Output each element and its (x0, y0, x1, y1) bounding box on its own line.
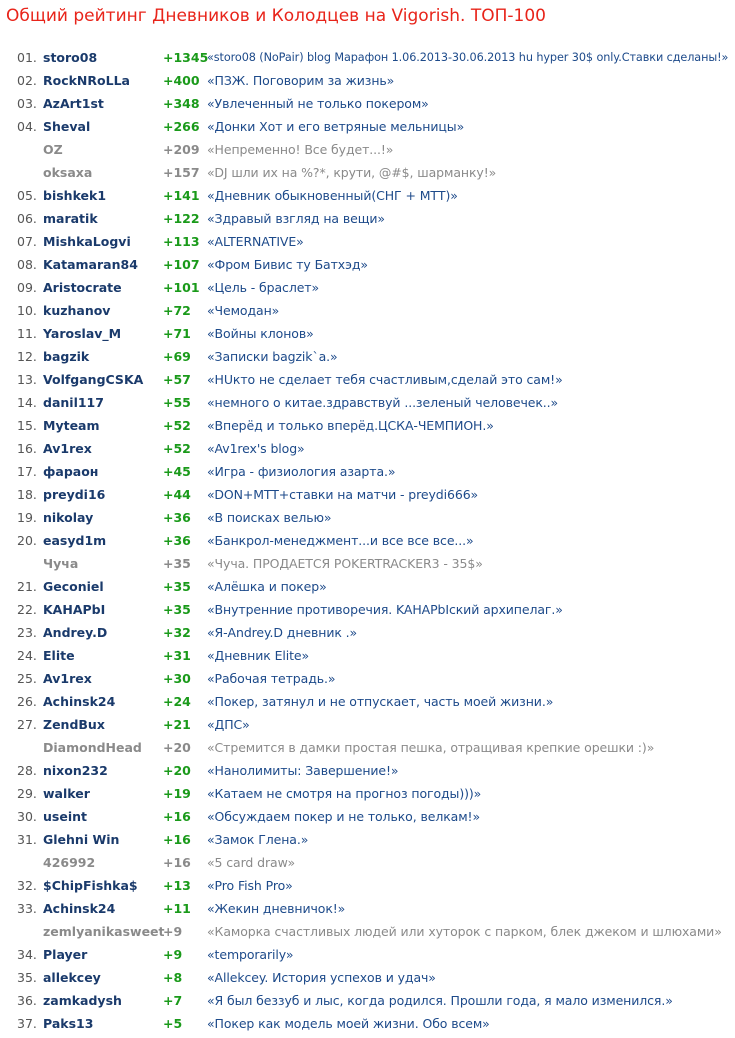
rank-number: 37. (17, 1016, 37, 1031)
score-value: +21 (163, 717, 191, 732)
blog-link[interactable]: «Внутренние противоречия. KAHAPbIский архипелаг.» (207, 602, 563, 617)
score-value: +9 (163, 947, 183, 962)
score-value: +35 (163, 602, 191, 617)
user-link[interactable]: RockNRoLLa (43, 73, 130, 88)
table-row (0, 782, 735, 805)
user-link[interactable]: maratik (43, 211, 98, 226)
user-link[interactable]: oksaxa (43, 165, 93, 180)
user-link[interactable]: Player (43, 947, 88, 962)
rank-number: 14. (17, 395, 37, 410)
user-link[interactable]: Achinsk24 (43, 901, 116, 916)
rank-number: 21. (17, 579, 37, 594)
rank-number: 13. (17, 372, 37, 387)
score-value: +52 (163, 441, 191, 456)
user-link[interactable]: easyd1m (43, 533, 107, 548)
rank-number: 35. (17, 970, 37, 985)
score-value: +11 (163, 901, 191, 916)
blog-link[interactable]: «ALTERNATIVE» (207, 234, 304, 249)
rank-number: 01. (17, 50, 37, 65)
score-value: +209 (163, 142, 200, 157)
score-value: +16 (163, 809, 191, 824)
blog-link[interactable]: «Я был беззуб и лыс, когда родился. Прошли года, я мало изменился.» (207, 993, 673, 1008)
score-value: +157 (163, 165, 200, 180)
score-value: +122 (163, 211, 200, 226)
table-row (0, 805, 735, 828)
rank-number: 11. (17, 326, 37, 341)
table-row (0, 299, 735, 322)
rank-number: 22. (17, 602, 37, 617)
table-row (0, 483, 735, 506)
user-link[interactable]: ZendBux (43, 717, 105, 732)
score-value: +31 (163, 648, 191, 663)
blog-link[interactable]: «Я-Andrey.D дневник .» (207, 625, 358, 640)
user-link[interactable]: Aristocrate (43, 280, 122, 295)
table-row (0, 943, 735, 966)
table-row (0, 115, 735, 138)
table-row (0, 506, 735, 529)
user-link[interactable]: storo08 (43, 50, 98, 65)
blog-link[interactable]: «ДПС» (207, 717, 250, 732)
table-row (0, 621, 735, 644)
blog-link[interactable]: «ПЗЖ. Поговорим за жизнь» (207, 73, 395, 88)
rank-number: 32. (17, 878, 37, 893)
blog-link[interactable]: «temporarily» (207, 947, 294, 962)
user-link[interactable]: $ChipFishka$ (43, 878, 138, 893)
table-row (0, 713, 735, 736)
blog-link[interactable]: «Покер, затянул и не отпускает, часть моей жизни.» (207, 694, 554, 709)
score-value: +9 (163, 924, 183, 939)
blog-link[interactable]: «Allekcey. История успехов и удач» (207, 970, 436, 985)
blog-link[interactable]: «Фром Бивис ту Батхэд» (207, 257, 368, 272)
user-link[interactable]: bagzik (43, 349, 90, 364)
table-row (0, 920, 735, 943)
blog-link[interactable]: «В поисках велью» (207, 510, 332, 525)
score-value: +16 (163, 832, 191, 847)
user-link[interactable]: KAHAPbI (43, 602, 106, 617)
score-value: +52 (163, 418, 191, 433)
blog-link[interactable]: «Стремится в дамки простая пешка, отращивая крепкие орешки :)» (207, 740, 655, 755)
rank-number: 03. (17, 96, 37, 111)
blog-link[interactable]: «DJ шли их на %?*, крути, @#$, шарманку!» (207, 165, 497, 180)
score-value: +113 (163, 234, 200, 249)
page-title: Общий рейтинг Дневников и Колодцев на Vigorish. ТОП-100 (6, 6, 546, 26)
table-row (0, 276, 735, 299)
user-link[interactable]: Glehni Win (43, 832, 120, 847)
blog-link[interactable]: «Чемодан» (207, 303, 280, 318)
table-row (0, 575, 735, 598)
blog-link[interactable]: «Чуча. ПРОДАЕТСЯ POKERTRACKER3 - 35$» (207, 556, 483, 571)
table-row (0, 161, 735, 184)
score-value: +400 (163, 73, 200, 88)
blog-link[interactable]: «Записки bagzik`a.» (207, 349, 338, 364)
user-link[interactable]: OZ (43, 142, 63, 157)
score-value: +69 (163, 349, 191, 364)
rank-number: 33. (17, 901, 37, 916)
blog-link[interactable]: «Банкрол-менеджмент...и все все все...» (207, 533, 474, 548)
rank-number: 25. (17, 671, 37, 686)
table-row (0, 460, 735, 483)
table-row (0, 966, 735, 989)
rank-number: 27. (17, 717, 37, 732)
table-row (0, 437, 735, 460)
table-row (0, 529, 735, 552)
rank-number: 19. (17, 510, 37, 525)
rank-number: 05. (17, 188, 37, 203)
blog-link[interactable]: «Донки Хот и его ветряные мельницы» (207, 119, 465, 134)
score-value: +45 (163, 464, 191, 479)
score-value: +1345 (163, 50, 209, 65)
score-value: +44 (163, 487, 191, 502)
table-row (0, 552, 735, 575)
table-row (0, 207, 735, 230)
table-row (0, 598, 735, 621)
rank-number: 09. (17, 280, 37, 295)
table-row (0, 989, 735, 1012)
user-link[interactable]: Av1rex (43, 441, 92, 456)
user-link[interactable]: Achinsk24 (43, 694, 116, 709)
user-link[interactable]: Geconiel (43, 579, 104, 594)
rank-number: 08. (17, 257, 37, 272)
table-row (0, 345, 735, 368)
table-row (0, 138, 735, 161)
rank-number: 26. (17, 694, 37, 709)
table-row (0, 897, 735, 920)
blog-link[interactable]: «storo08 (NoPair) blog Марафон 1.06.2013-30.06.2013 hu hyper 30$ only.Ставки сделаны!» (207, 51, 729, 64)
table-row (0, 391, 735, 414)
blog-link[interactable]: «Войны клонов» (207, 326, 314, 341)
score-value: +101 (163, 280, 200, 295)
blog-link[interactable]: «Av1rex's blog» (207, 441, 305, 456)
user-link[interactable]: Andrey.D (43, 625, 108, 640)
score-value: +20 (163, 763, 191, 778)
user-link[interactable]: nixon232 (43, 763, 108, 778)
user-link[interactable]: DiamondHead (43, 740, 142, 755)
rank-number: 28. (17, 763, 37, 778)
score-value: +13 (163, 878, 191, 893)
rank-number: 15. (17, 418, 37, 433)
user-link[interactable]: MishkaLogvi (43, 234, 131, 249)
blog-link[interactable]: «5 card draw» (207, 855, 296, 870)
table-row (0, 414, 735, 437)
rating-list (0, 46, 735, 1035)
blog-link[interactable]: «DON+MTT+ставки на матчи - preydi666» (207, 487, 479, 502)
rank-number: 30. (17, 809, 37, 824)
blog-link[interactable]: «Увлеченный не только покером» (207, 96, 429, 111)
blog-link[interactable]: «Замок Глена.» (207, 832, 309, 847)
user-link[interactable]: Katamaran84 (43, 257, 138, 272)
score-value: +35 (163, 579, 191, 594)
score-value: +19 (163, 786, 191, 801)
blog-link[interactable]: «немного о китае.здравствуй ...зеленый человечек..» (207, 395, 559, 410)
table-row (0, 736, 735, 759)
score-value: +348 (163, 96, 200, 111)
rank-number: 06. (17, 211, 37, 226)
score-value: +57 (163, 372, 191, 387)
score-value: +36 (163, 510, 191, 525)
rank-number: 23. (17, 625, 37, 640)
blog-link[interactable]: «Жекин дневничок!» (207, 901, 346, 916)
table-row (0, 368, 735, 391)
score-value: +20 (163, 740, 191, 755)
rank-number: 16. (17, 441, 37, 456)
table-row (0, 46, 735, 69)
user-link[interactable]: Sheval (43, 119, 91, 134)
score-value: +7 (163, 993, 183, 1008)
table-row (0, 322, 735, 345)
blog-link[interactable]: «Рабочая тетрадь.» (207, 671, 336, 686)
rank-number: 24. (17, 648, 37, 663)
blog-link[interactable]: «Нанолимиты: Завершение!» (207, 763, 399, 778)
score-value: +24 (163, 694, 191, 709)
score-value: +55 (163, 395, 191, 410)
user-link[interactable]: zamkadysh (43, 993, 122, 1008)
user-link[interactable]: Elite (43, 648, 75, 663)
user-link[interactable]: фараон (43, 464, 99, 479)
table-row (0, 667, 735, 690)
table-row (0, 690, 735, 713)
rank-number: 34. (17, 947, 37, 962)
blog-link[interactable]: «Обсуждаем покер и не только, велкам!» (207, 809, 481, 824)
user-link[interactable]: 426992 (43, 855, 96, 870)
blog-link[interactable]: «Каморка счастливых людей или хуторок с парком, блек джеком и шлюхами» (207, 924, 722, 939)
score-value: +30 (163, 671, 191, 686)
table-row (0, 759, 735, 782)
table-row (0, 874, 735, 897)
rank-number: 02. (17, 73, 37, 88)
rank-number: 36. (17, 993, 37, 1008)
user-link[interactable]: Yaroslav_M (43, 326, 122, 341)
user-link[interactable]: walker (43, 786, 90, 801)
rank-number: 20. (17, 533, 37, 548)
blog-link[interactable]: «Pro Fish Pro» (207, 878, 293, 893)
rank-number: 12. (17, 349, 37, 364)
user-link[interactable]: Paks13 (43, 1016, 94, 1031)
user-link[interactable]: VolfgangCSKA (43, 372, 144, 387)
blog-link[interactable]: «НUкто не сделает тебя счастливым,сделай это сам!» (207, 372, 563, 387)
blog-link[interactable]: «Цель - браслет» (207, 280, 320, 295)
score-value: +107 (163, 257, 200, 272)
blog-link[interactable]: «Вперёд и только вперёд.ЦСКА-ЧЕМПИОН.» (207, 418, 494, 433)
score-value: +141 (163, 188, 200, 203)
score-value: +8 (163, 970, 183, 985)
table-row (0, 1012, 735, 1035)
user-link[interactable]: kuzhanov (43, 303, 111, 318)
blog-link[interactable]: «Дневник обыкновенный(СНГ + МТТ)» (207, 188, 458, 203)
table-row (0, 851, 735, 874)
user-link[interactable]: bishkek1 (43, 188, 107, 203)
user-link[interactable]: Чуча (43, 556, 79, 571)
blog-link[interactable]: «Катаем не смотря на прогноз погоды)))» (207, 786, 482, 801)
table-row (0, 828, 735, 851)
user-link[interactable]: nikolay (43, 510, 94, 525)
score-value: +36 (163, 533, 191, 548)
blog-link[interactable]: «Игра - физиология азарта.» (207, 464, 396, 479)
user-link[interactable]: allekcey (43, 970, 101, 985)
user-link[interactable]: Myteam (43, 418, 100, 433)
rank-number: 07. (17, 234, 37, 249)
user-link[interactable]: preydi16 (43, 487, 106, 502)
score-value: +32 (163, 625, 191, 640)
rank-number: 18. (17, 487, 37, 502)
blog-link[interactable]: «Покер как модель моей жизни. Обо всем» (207, 1016, 490, 1031)
score-value: +5 (163, 1016, 183, 1031)
table-row (0, 92, 735, 115)
blog-link[interactable]: «Алёшка и покер» (207, 579, 327, 594)
user-link[interactable]: danil117 (43, 395, 104, 410)
rank-number: 10. (17, 303, 37, 318)
rank-number: 31. (17, 832, 37, 847)
blog-link[interactable]: «Дневник Elite» (207, 648, 310, 663)
user-link[interactable]: Av1rex (43, 671, 92, 686)
table-row (0, 253, 735, 276)
rank-number: 04. (17, 119, 37, 134)
score-value: +266 (163, 119, 200, 134)
score-value: +16 (163, 855, 191, 870)
table-row (0, 644, 735, 667)
table-row (0, 184, 735, 207)
blog-link[interactable]: «Непременно! Все будет...!» (207, 142, 394, 157)
table-row (0, 69, 735, 92)
score-value: +72 (163, 303, 191, 318)
table-row (0, 230, 735, 253)
rank-number: 17. (17, 464, 37, 479)
user-link[interactable]: useint (43, 809, 87, 824)
user-link[interactable]: AzArt1st (43, 96, 104, 111)
user-link[interactable]: zemlyanikasweet (43, 924, 165, 939)
score-value: +35 (163, 556, 191, 571)
score-value: +71 (163, 326, 191, 341)
blog-link[interactable]: «Здравый взгляд на вещи» (207, 211, 385, 226)
rank-number: 29. (17, 786, 37, 801)
